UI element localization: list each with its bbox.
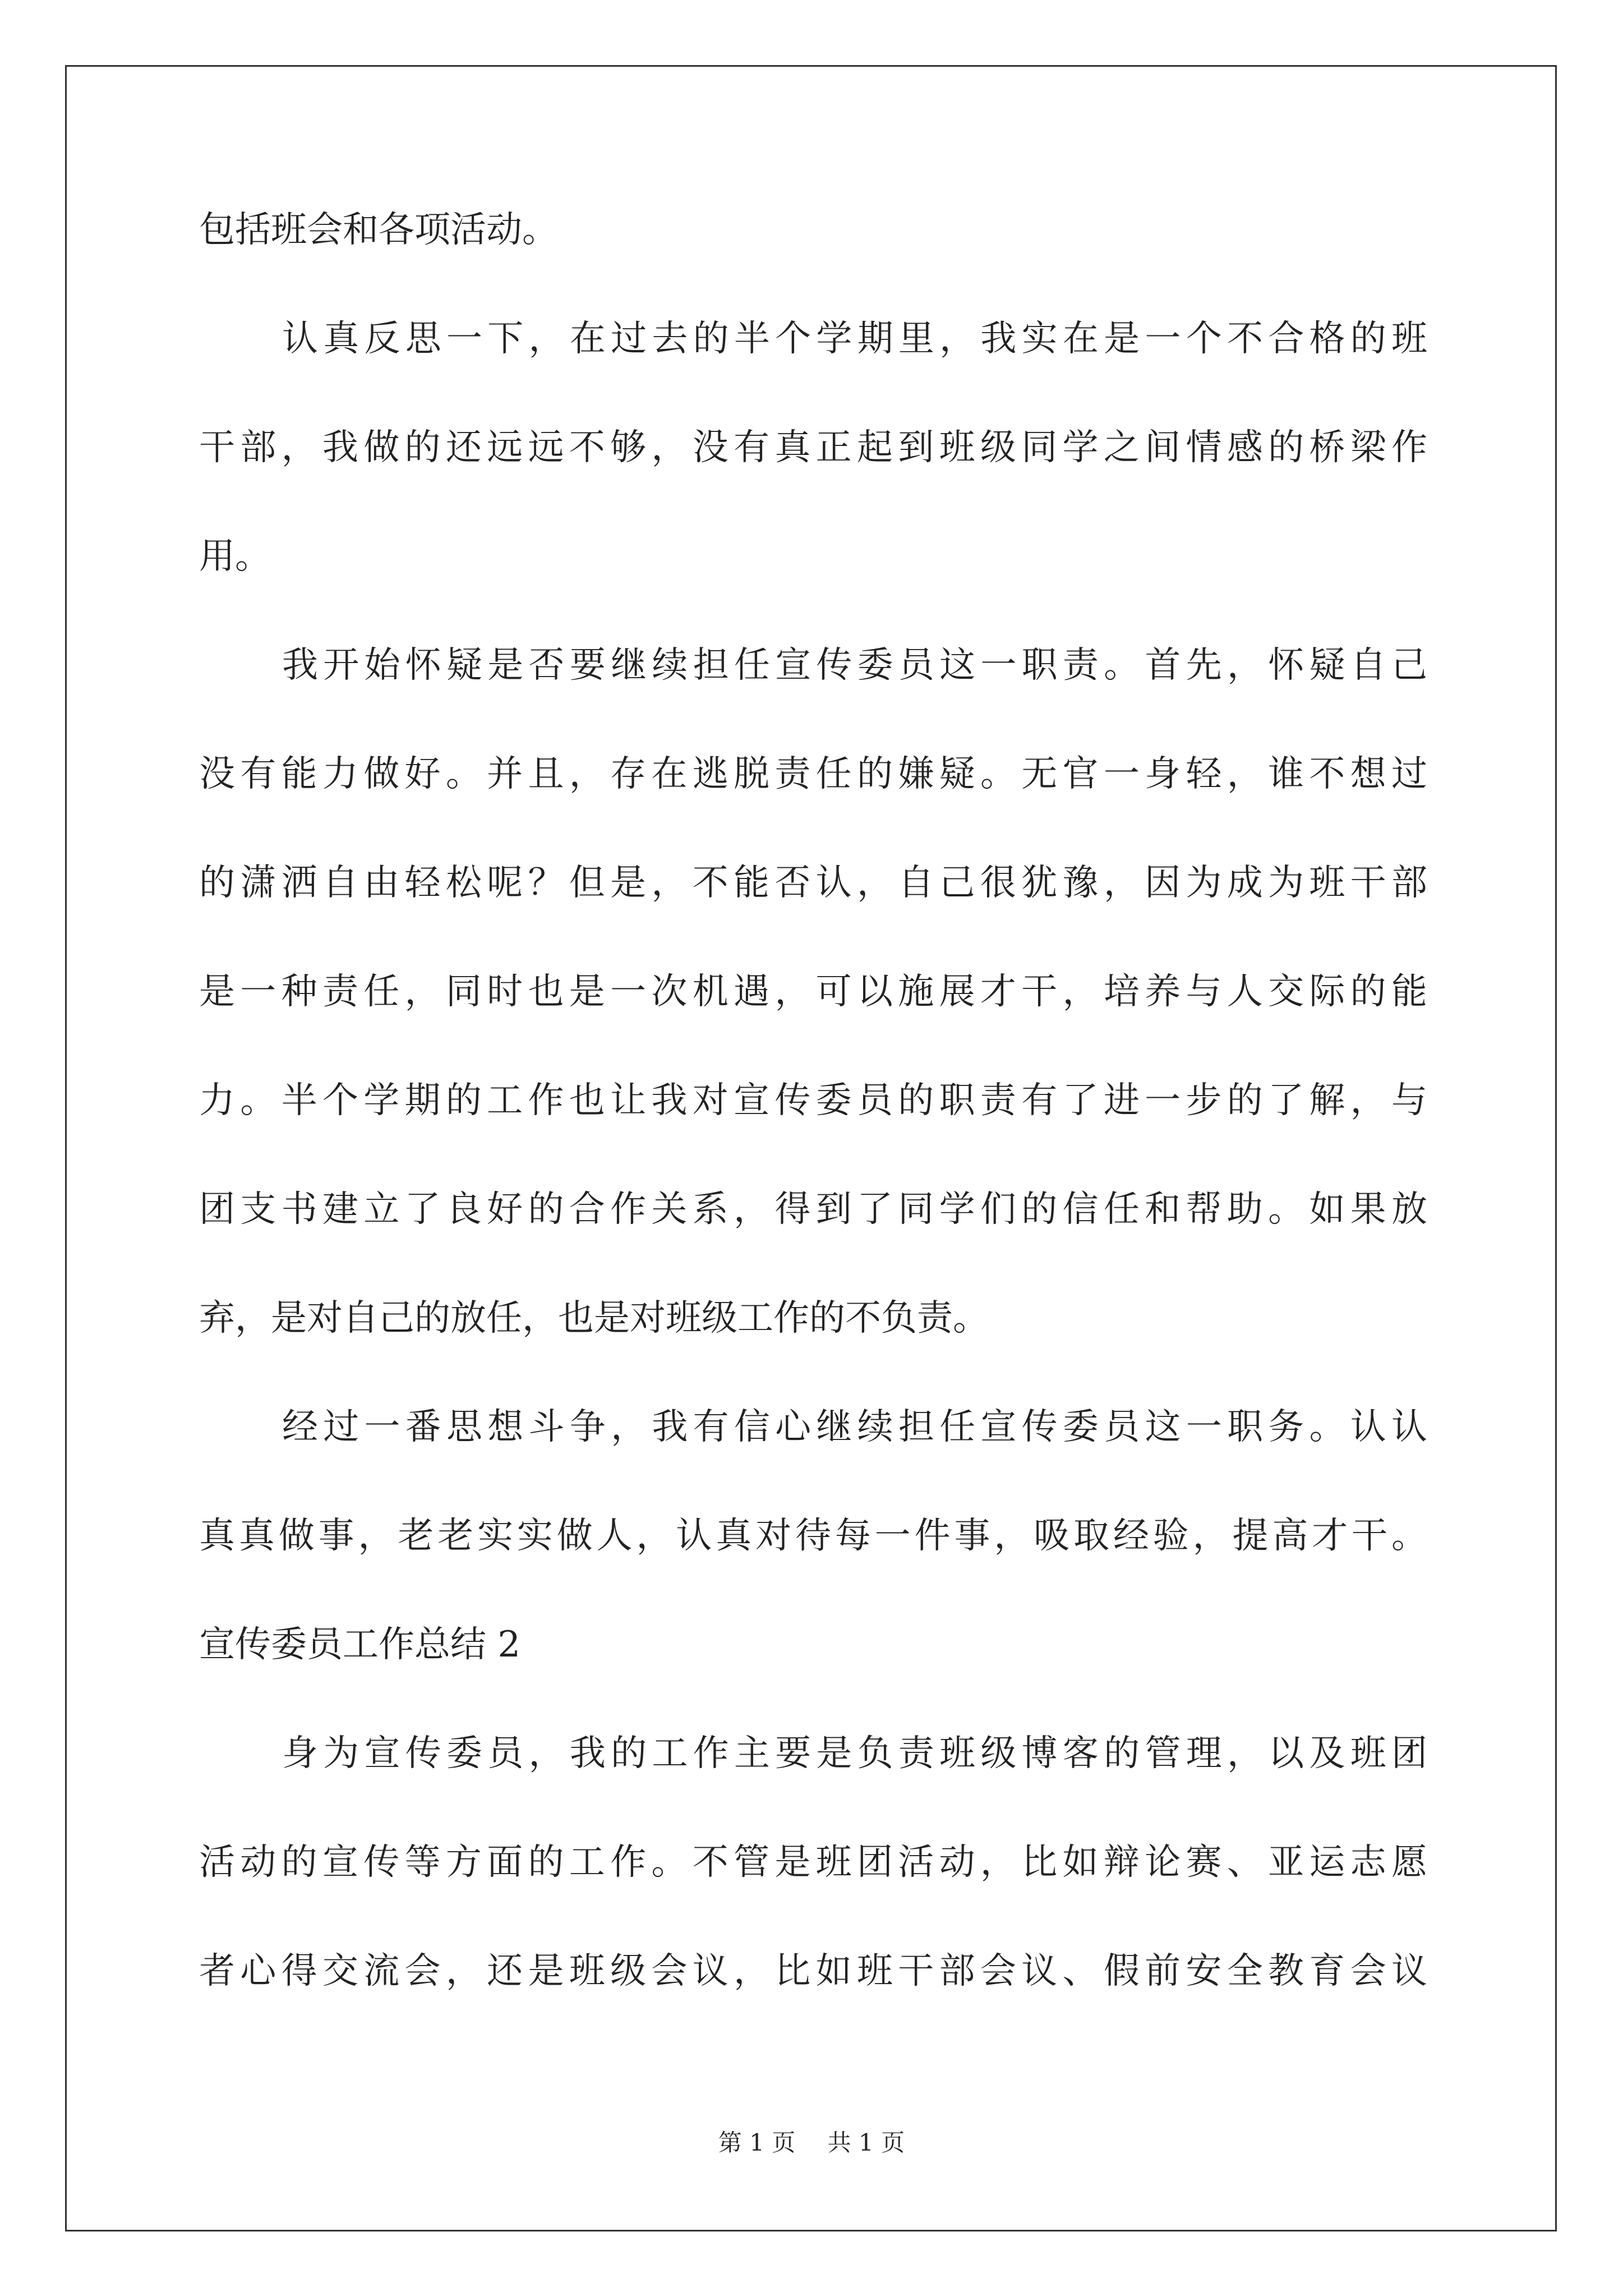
text-line: 团支书建立了良好的合作关系，得到了同学们的信任和帮助。如果放 <box>199 1189 1427 1230</box>
paragraph-line: 认真反思一下，在过去的半个学期里，我实在是一个不合格的班 <box>282 318 1427 360</box>
text-line: 是一种责任，同时也是一次机遇，可以施展才干，培养与人交际的能 <box>199 971 1427 1013</box>
page-footer <box>0 2127 1623 2159</box>
text-line: 活动的宣传等方面的工作。不管是班团活动，比如辩论赛、亚运志愿 <box>199 1842 1427 1883</box>
text-line: 者心得交流会，还是班级会议，比如班干部会议、假前安全教育会议 <box>199 1950 1427 1992</box>
paragraph-line: 经过一番思想斗争，我有信心继续担任宣传委员这一职务。认认 <box>282 1406 1427 1448</box>
page-border <box>65 65 1557 2231</box>
text-line: 干部，我做的还远远不够，没有真正起到班级同学之间情感的桥梁作 <box>199 427 1427 468</box>
text-line: 的潇洒自由轻松呢？但是，不能否认，自己很犹豫，因为成为班干部 <box>199 862 1427 904</box>
page-total: 共 1 页 <box>827 2129 905 2156</box>
paragraph-line: 我开始怀疑是否要继续担任宣传委员这一职责。首先，怀疑自己 <box>282 645 1427 686</box>
section-heading: 宣传委员工作总结 2 <box>199 1624 521 1665</box>
paragraph-line: 身为宣传委员，我的工作主要是负责班级博客的管理，以及班团 <box>282 1733 1427 1774</box>
page-number: 第 1 页 <box>718 2129 796 2156</box>
text-line: 真真做事，老老实实做人，认真对待每一件事，吸取经验，提高才干。 <box>199 1515 1427 1557</box>
text-line: 包括班会和各项活动。 <box>199 209 558 251</box>
text-line: 用。 <box>199 536 271 577</box>
text-line: 力。半个学期的工作也让我对宣传委员的职责有了进一步的了解，与 <box>199 1080 1427 1121</box>
text-line: 弃，是对自己的放任，也是对班级工作的不负责。 <box>199 1297 989 1339</box>
text-line: 没有能力做好。并且，存在逃脱责任的嫌疑。无官一身轻，谁不想过 <box>199 753 1427 795</box>
